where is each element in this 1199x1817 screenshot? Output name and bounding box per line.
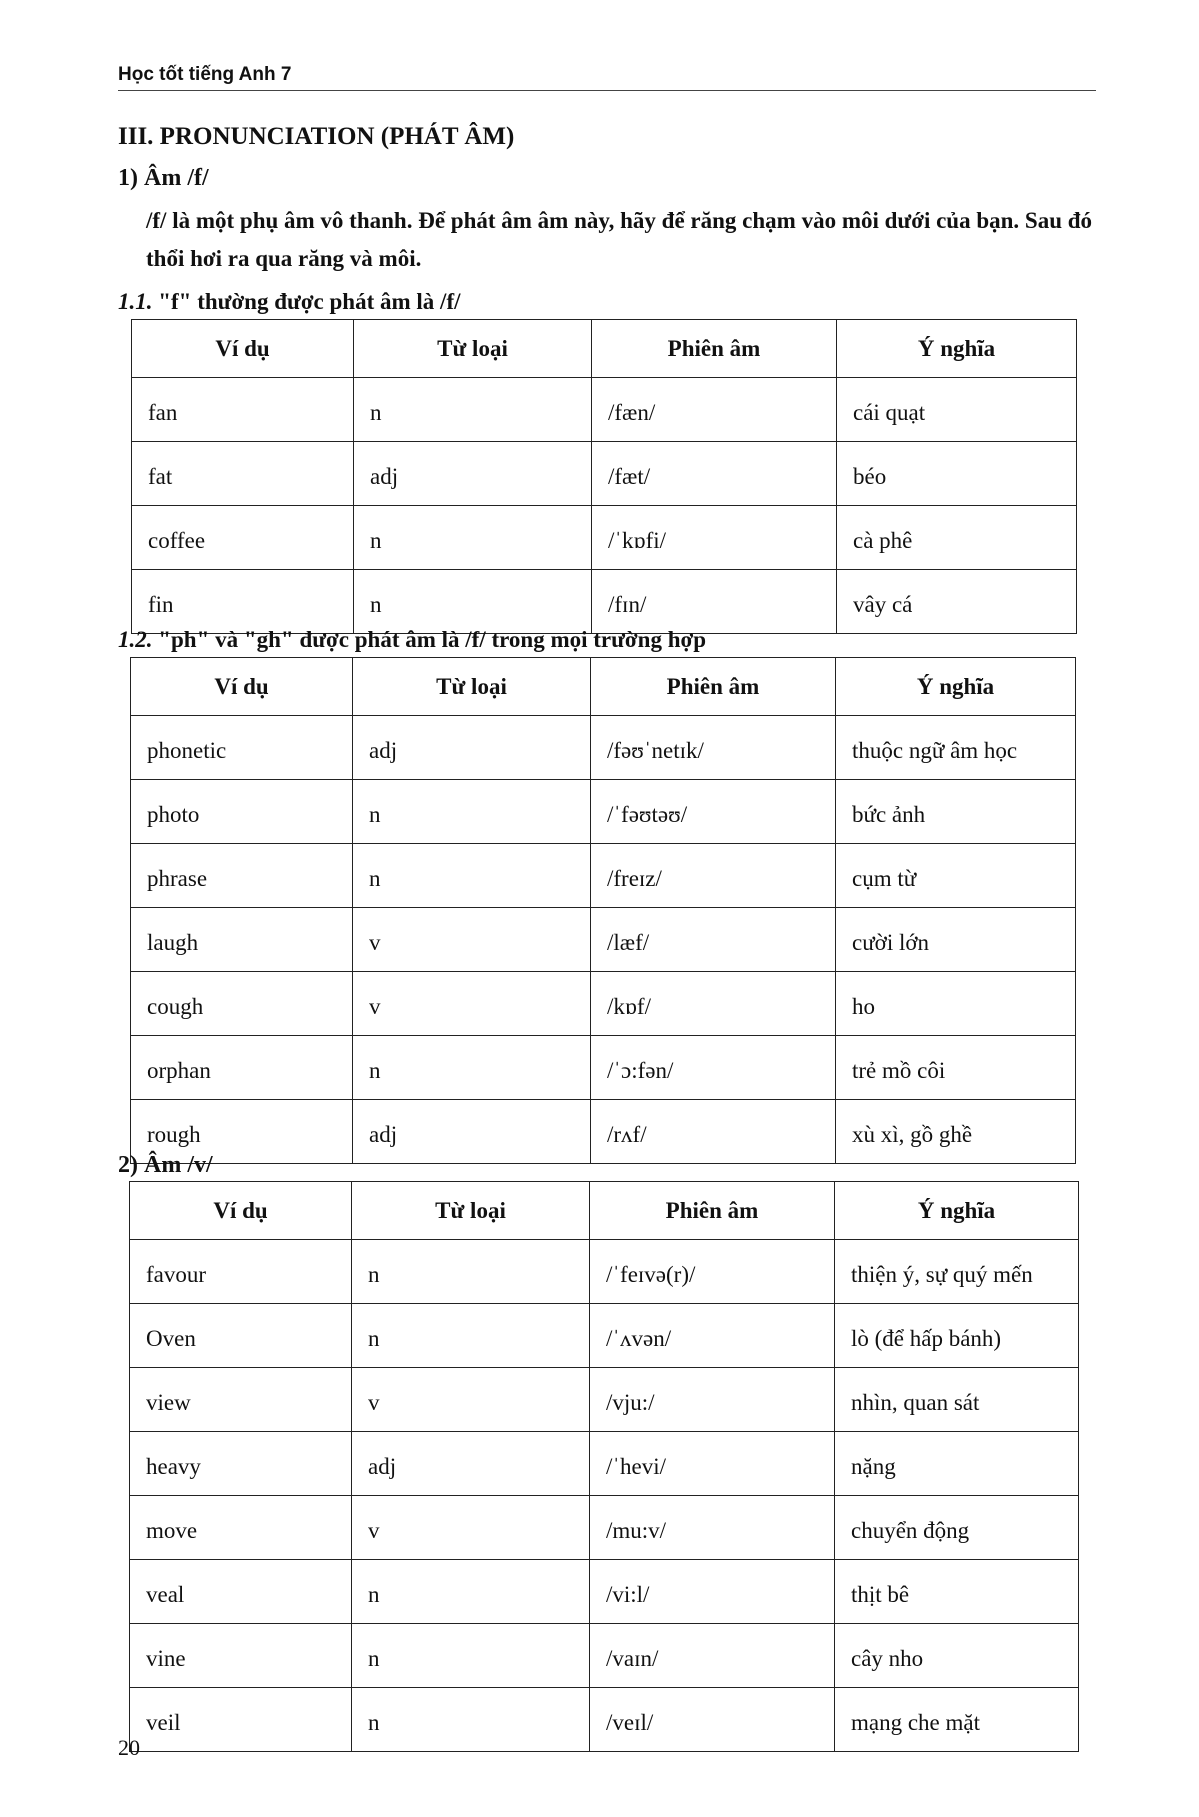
- vocab-table-f: [131, 319, 1077, 634]
- cell-meaning: nhìn, quan sát: [835, 1368, 1079, 1432]
- cell-phonetic: /rʌf/: [591, 1100, 836, 1164]
- cell-example: heavy: [130, 1432, 352, 1496]
- cell-example: photo: [131, 780, 353, 844]
- table-row: [130, 1304, 1079, 1368]
- cell-meaning: nặng: [835, 1432, 1079, 1496]
- sub-heading-text: "ph" và "gh" được phát âm là /f/ trong mọi trường hợp: [152, 627, 707, 652]
- table-row: [131, 972, 1076, 1036]
- vocab-table-v: [129, 1181, 1079, 1752]
- cell-word-type: n: [354, 378, 592, 442]
- part1-description: /f/ là một phụ âm vô thanh. Để phát âm âm này, hãy để răng chạm vào môi dưới của bạn. Sau đó thổi hơi ra qua răng và môi.: [146, 208, 1093, 271]
- cell-word-type: n: [352, 1624, 590, 1688]
- col-header-meaning: Ý nghĩa: [835, 1182, 1079, 1240]
- cell-meaning: xù xì, gồ ghề: [836, 1100, 1076, 1164]
- cell-meaning: mạng che mặt: [835, 1688, 1079, 1752]
- cell-word-type: adj: [353, 1100, 591, 1164]
- table-row: [130, 1688, 1079, 1752]
- cell-meaning: thuộc ngữ âm học: [836, 716, 1076, 780]
- sub-heading-number: 1.2.: [118, 627, 153, 652]
- cell-meaning: lò (để hấp bánh): [835, 1304, 1079, 1368]
- table-row: [130, 1240, 1079, 1304]
- cell-phonetic: /ˈhevi/: [590, 1432, 835, 1496]
- cell-meaning: thiện ý, sự quý mến: [835, 1240, 1079, 1304]
- table-row: [131, 716, 1076, 780]
- cell-word-type: n: [354, 570, 592, 634]
- cell-phonetic: /ˈfeɪvə(r)/: [590, 1240, 835, 1304]
- cell-example: move: [130, 1496, 352, 1560]
- cell-example: view: [130, 1368, 352, 1432]
- cell-phonetic: /fəʊˈnetɪk/: [591, 716, 836, 780]
- cell-example: coffee: [132, 506, 354, 570]
- cell-word-type: n: [353, 1036, 591, 1100]
- sub-heading-text: "f" thường được phát âm là /f/: [152, 289, 461, 314]
- cell-example: fan: [132, 378, 354, 442]
- running-header: Học tốt tiếng Anh 7: [118, 64, 292, 85]
- cell-meaning: trẻ mồ côi: [836, 1036, 1076, 1100]
- cell-example: laugh: [131, 908, 353, 972]
- cell-example: phonetic: [131, 716, 353, 780]
- col-header-word-type: Từ loại: [353, 658, 591, 716]
- table-row: [130, 1624, 1079, 1688]
- col-header-example: Ví dụ: [132, 320, 354, 378]
- col-header-phonetic: Phiên âm: [592, 320, 837, 378]
- part2-title: 2) Âm /v/: [118, 1152, 213, 1178]
- cell-phonetic: /vi:l/: [590, 1560, 835, 1624]
- table-row: [132, 570, 1077, 634]
- table-row: [131, 908, 1076, 972]
- cell-phonetic: /fæt/: [592, 442, 837, 506]
- cell-meaning: cà phê: [837, 506, 1077, 570]
- cell-example: Oven: [130, 1304, 352, 1368]
- col-header-meaning: Ý nghĩa: [837, 320, 1077, 378]
- cell-meaning: vây cá: [837, 570, 1077, 634]
- cell-meaning: cụm từ: [836, 844, 1076, 908]
- cell-meaning: thịt bê: [835, 1560, 1079, 1624]
- cell-example: favour: [130, 1240, 352, 1304]
- table-row: [132, 506, 1077, 570]
- table-row: [130, 1432, 1079, 1496]
- cell-meaning: bức ảnh: [836, 780, 1076, 844]
- cell-meaning: cười lớn: [836, 908, 1076, 972]
- cell-meaning: chuyển động: [835, 1496, 1079, 1560]
- cell-word-type: adj: [354, 442, 592, 506]
- cell-example: orphan: [131, 1036, 353, 1100]
- vocab-table-ph-gh: [130, 657, 1076, 1164]
- cell-example: veil: [130, 1688, 352, 1752]
- col-header-word-type: Từ loại: [354, 320, 592, 378]
- sub-heading-number: 1.1.: [118, 289, 153, 314]
- cell-phonetic: /ˈfəʊtəʊ/: [591, 780, 836, 844]
- cell-word-type: adj: [352, 1432, 590, 1496]
- sub-heading-1-1: [118, 289, 461, 315]
- cell-word-type: n: [354, 506, 592, 570]
- cell-word-type: n: [353, 780, 591, 844]
- cell-word-type: adj: [353, 716, 591, 780]
- table-row: [132, 442, 1077, 506]
- cell-phonetic: /mu:v/: [590, 1496, 835, 1560]
- cell-word-type: v: [352, 1496, 590, 1560]
- col-header-example: Ví dụ: [130, 1182, 352, 1240]
- cell-phonetic: /læf/: [591, 908, 836, 972]
- cell-example: rough: [131, 1100, 353, 1164]
- cell-phonetic: /kɒf/: [591, 972, 836, 1036]
- cell-word-type: v: [352, 1368, 590, 1432]
- cell-example: veal: [130, 1560, 352, 1624]
- table-row: [130, 1496, 1079, 1560]
- table-row: [131, 1036, 1076, 1100]
- cell-phonetic: /vju:/: [590, 1368, 835, 1432]
- cell-word-type: v: [353, 972, 591, 1036]
- cell-example: vine: [130, 1624, 352, 1688]
- cell-word-type: n: [353, 844, 591, 908]
- cell-example: fin: [132, 570, 354, 634]
- section-title: III. PRONUNCIATION (PHÁT ÂM): [118, 123, 515, 150]
- cell-phonetic: /fæn/: [592, 378, 837, 442]
- sub-heading-1-2: [118, 627, 706, 653]
- page-number: 20: [118, 1735, 140, 1760]
- part1-title: 1) Âm /f/: [118, 165, 209, 191]
- cell-phonetic: /vaɪn/: [590, 1624, 835, 1688]
- cell-word-type: n: [352, 1560, 590, 1624]
- header-divider: [118, 90, 1096, 91]
- cell-example: fat: [132, 442, 354, 506]
- cell-phonetic: /freɪz/: [591, 844, 836, 908]
- table-row: [131, 1100, 1076, 1164]
- cell-example: phrase: [131, 844, 353, 908]
- cell-meaning: cây nho: [835, 1624, 1079, 1688]
- cell-phonetic: /fɪn/: [592, 570, 837, 634]
- cell-phonetic: /ˈɔ:fən/: [591, 1036, 836, 1100]
- table-row: [130, 1560, 1079, 1624]
- cell-phonetic: /ˈkɒfi/: [592, 506, 837, 570]
- cell-word-type: n: [352, 1304, 590, 1368]
- col-header-example: Ví dụ: [131, 658, 353, 716]
- table-row: [131, 844, 1076, 908]
- table-row: [130, 1368, 1079, 1432]
- cell-phonetic: /veɪl/: [590, 1688, 835, 1752]
- cell-meaning: cái quạt: [837, 378, 1077, 442]
- cell-phonetic: /ˈʌvən/: [590, 1304, 835, 1368]
- col-header-phonetic: Phiên âm: [590, 1182, 835, 1240]
- table-row: [132, 378, 1077, 442]
- cell-meaning: béo: [837, 442, 1077, 506]
- cell-word-type: v: [353, 908, 591, 972]
- cell-word-type: n: [352, 1240, 590, 1304]
- cell-word-type: n: [352, 1688, 590, 1752]
- table-row: [131, 780, 1076, 844]
- col-header-meaning: Ý nghĩa: [836, 658, 1076, 716]
- col-header-word-type: Từ loại: [352, 1182, 590, 1240]
- cell-meaning: ho: [836, 972, 1076, 1036]
- cell-example: cough: [131, 972, 353, 1036]
- col-header-phonetic: Phiên âm: [591, 658, 836, 716]
